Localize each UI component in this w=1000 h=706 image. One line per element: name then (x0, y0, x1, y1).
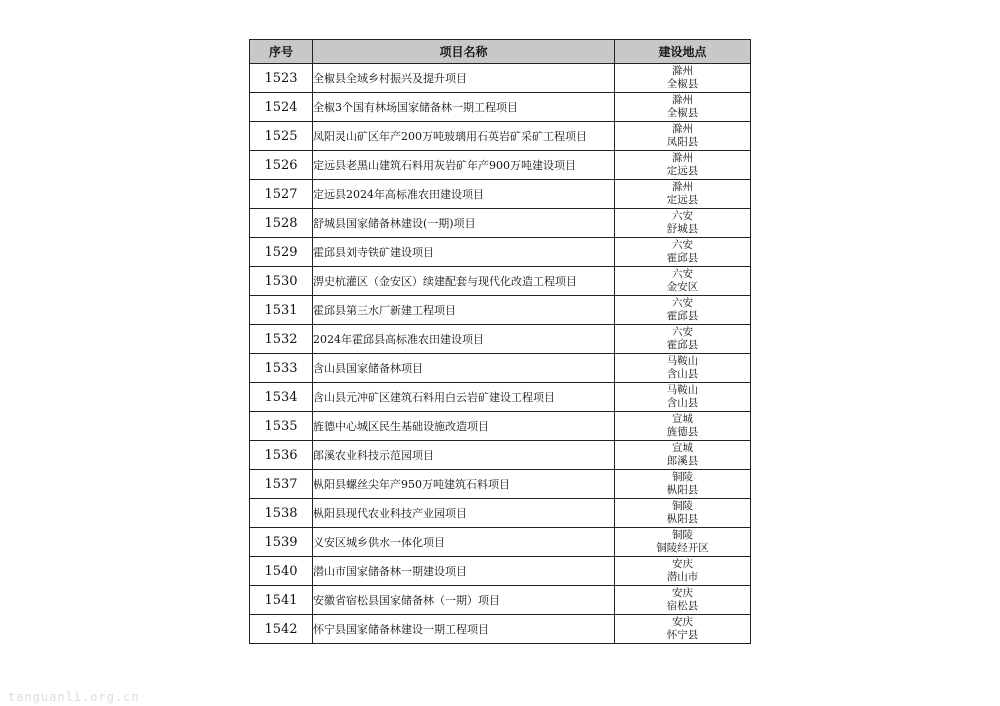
location-county: 定远县 (666, 194, 699, 206)
row-seq: 1539 (250, 528, 313, 557)
row-project-name: 霍邱县第三水厂新建工程项目 (313, 296, 615, 325)
row-location (615, 151, 751, 180)
project-table (249, 39, 751, 644)
row-project-name: 淠史杭灌区（金安区）续建配套与现代化改造工程项目 (313, 267, 615, 296)
row-seq: 1528 (250, 209, 313, 238)
row-location (615, 470, 751, 499)
location-county: 定远县 (666, 165, 699, 177)
row-project-name: 枞阳县螺丝尖年产950万吨建筑石料项目 (313, 470, 615, 499)
location-county: 金安区 (666, 281, 699, 293)
row-location (615, 93, 751, 122)
table-row (250, 151, 751, 180)
row-seq: 1535 (250, 412, 313, 441)
row-location (615, 615, 751, 644)
table-row (250, 557, 751, 586)
row-seq: 1536 (250, 441, 313, 470)
row-location (615, 528, 751, 557)
row-location (615, 383, 751, 412)
row-seq: 1523 (250, 64, 313, 93)
location-county: 含山县 (666, 368, 699, 380)
table-row (250, 93, 751, 122)
table-row (250, 354, 751, 383)
table-row (250, 470, 751, 499)
location-city: 滁州 (672, 65, 693, 77)
location-city: 滁州 (672, 181, 693, 193)
row-seq: 1526 (250, 151, 313, 180)
location-county: 枞阳县 (666, 513, 699, 525)
table-row (250, 441, 751, 470)
row-location (615, 296, 751, 325)
table-body (250, 64, 751, 644)
table-row (250, 586, 751, 615)
row-location (615, 325, 751, 354)
row-seq: 1525 (250, 122, 313, 151)
table-row (250, 383, 751, 412)
row-location (615, 209, 751, 238)
row-location (615, 267, 751, 296)
row-seq: 1530 (250, 267, 313, 296)
row-project-name: 含山县元冲矿区建筑石料用白云岩矿建设工程项目 (313, 383, 615, 412)
location-county: 霍邱县 (666, 252, 699, 264)
table-row (250, 180, 751, 209)
row-project-name: 全椒3个国有林场国家储备林一期工程项目 (313, 93, 615, 122)
location-county: 全椒县 (666, 78, 699, 90)
location-county: 含山县 (666, 397, 699, 409)
row-project-name: 安徽省宿松县国家储备林（一期）项目 (313, 586, 615, 615)
location-city: 滁州 (672, 152, 693, 164)
row-seq: 1541 (250, 586, 313, 615)
location-city: 六安 (672, 297, 693, 309)
row-seq: 1527 (250, 180, 313, 209)
location-city: 铜陵 (672, 529, 693, 541)
row-location (615, 238, 751, 267)
table-row (250, 267, 751, 296)
row-project-name: 全椒县全域乡村振兴及提升项目 (313, 64, 615, 93)
row-project-name: 定远县老黑山建筑石料用灰岩矿年产900万吨建设项目 (313, 151, 615, 180)
header-project-name: 项目名称 (313, 40, 615, 64)
table-row (250, 209, 751, 238)
location-city: 六安 (672, 268, 693, 280)
row-location (615, 557, 751, 586)
header-seq: 序号 (250, 40, 313, 64)
table-row (250, 615, 751, 644)
location-city: 安庆 (672, 616, 693, 628)
location-county: 霍邱县 (666, 339, 699, 351)
location-city: 宣城 (672, 413, 693, 425)
location-county: 旌德县 (666, 426, 699, 438)
row-location (615, 122, 751, 151)
row-seq: 1533 (250, 354, 313, 383)
table-row (250, 238, 751, 267)
row-project-name: 含山县国家储备林项目 (313, 354, 615, 383)
row-project-name: 旌德中心城区民生基础设施改造项目 (313, 412, 615, 441)
table-row (250, 499, 751, 528)
row-location (615, 412, 751, 441)
location-county: 枞阳县 (666, 484, 699, 496)
row-seq: 1531 (250, 296, 313, 325)
location-city: 宣城 (672, 442, 693, 454)
row-project-name: 郎溪农业科技示范园项目 (313, 441, 615, 470)
location-city: 马鞍山 (666, 355, 699, 367)
table-row (250, 528, 751, 557)
row-location (615, 499, 751, 528)
location-county: 铜陵经开区 (656, 542, 709, 554)
row-location (615, 64, 751, 93)
location-city: 六安 (672, 326, 693, 338)
table-row (250, 325, 751, 354)
location-county: 宿松县 (666, 600, 699, 612)
location-city: 滁州 (672, 94, 693, 106)
table-row (250, 296, 751, 325)
row-location (615, 586, 751, 615)
location-city: 铜陵 (672, 500, 693, 512)
location-county: 霍邱县 (666, 310, 699, 322)
row-seq: 1524 (250, 93, 313, 122)
row-project-name: 定远县2024年高标准农田建设项目 (313, 180, 615, 209)
row-location (615, 180, 751, 209)
location-county: 潜山市 (666, 571, 699, 583)
location-city: 安庆 (672, 558, 693, 570)
row-project-name: 舒城县国家储备林建设(一期)项目 (313, 209, 615, 238)
row-project-name: 潜山市国家储备林一期建设项目 (313, 557, 615, 586)
header-location: 建设地点 (615, 40, 751, 64)
location-city: 六安 (672, 239, 693, 251)
row-project-name: 义安区城乡供水一体化项目 (313, 528, 615, 557)
row-seq: 1540 (250, 557, 313, 586)
row-seq: 1542 (250, 615, 313, 644)
row-seq: 1532 (250, 325, 313, 354)
table-row (250, 64, 751, 93)
location-city: 铜陵 (672, 471, 693, 483)
location-city: 马鞍山 (666, 384, 699, 396)
row-seq: 1529 (250, 238, 313, 267)
location-city: 安庆 (672, 587, 693, 599)
row-location (615, 354, 751, 383)
table-row (250, 412, 751, 441)
row-project-name: 霍邱县刘寺铁矿建设项目 (313, 238, 615, 267)
location-county: 凤阳县 (666, 136, 699, 148)
row-project-name: 凤阳灵山矿区年产200万吨玻璃用石英岩矿采矿工程项目 (313, 122, 615, 151)
row-project-name: 枞阳县现代农业科技产业园项目 (313, 499, 615, 528)
table-header (250, 40, 751, 64)
header-row (250, 40, 751, 64)
location-county: 全椒县 (666, 107, 699, 119)
row-project-name: 2024年霍邱县高标准农田建设项目 (313, 325, 615, 354)
row-seq: 1537 (250, 470, 313, 499)
row-seq: 1534 (250, 383, 313, 412)
location-county: 郎溪县 (666, 455, 699, 467)
row-location (615, 441, 751, 470)
row-seq: 1538 (250, 499, 313, 528)
table-row (250, 122, 751, 151)
row-project-name: 怀宁县国家储备林建设一期工程项目 (313, 615, 615, 644)
location-county: 舒城县 (666, 223, 699, 235)
watermark: tanguanli.org.cn (8, 690, 140, 704)
location-city: 滁州 (672, 123, 693, 135)
location-county: 怀宁县 (666, 629, 699, 641)
location-city: 六安 (672, 210, 693, 222)
